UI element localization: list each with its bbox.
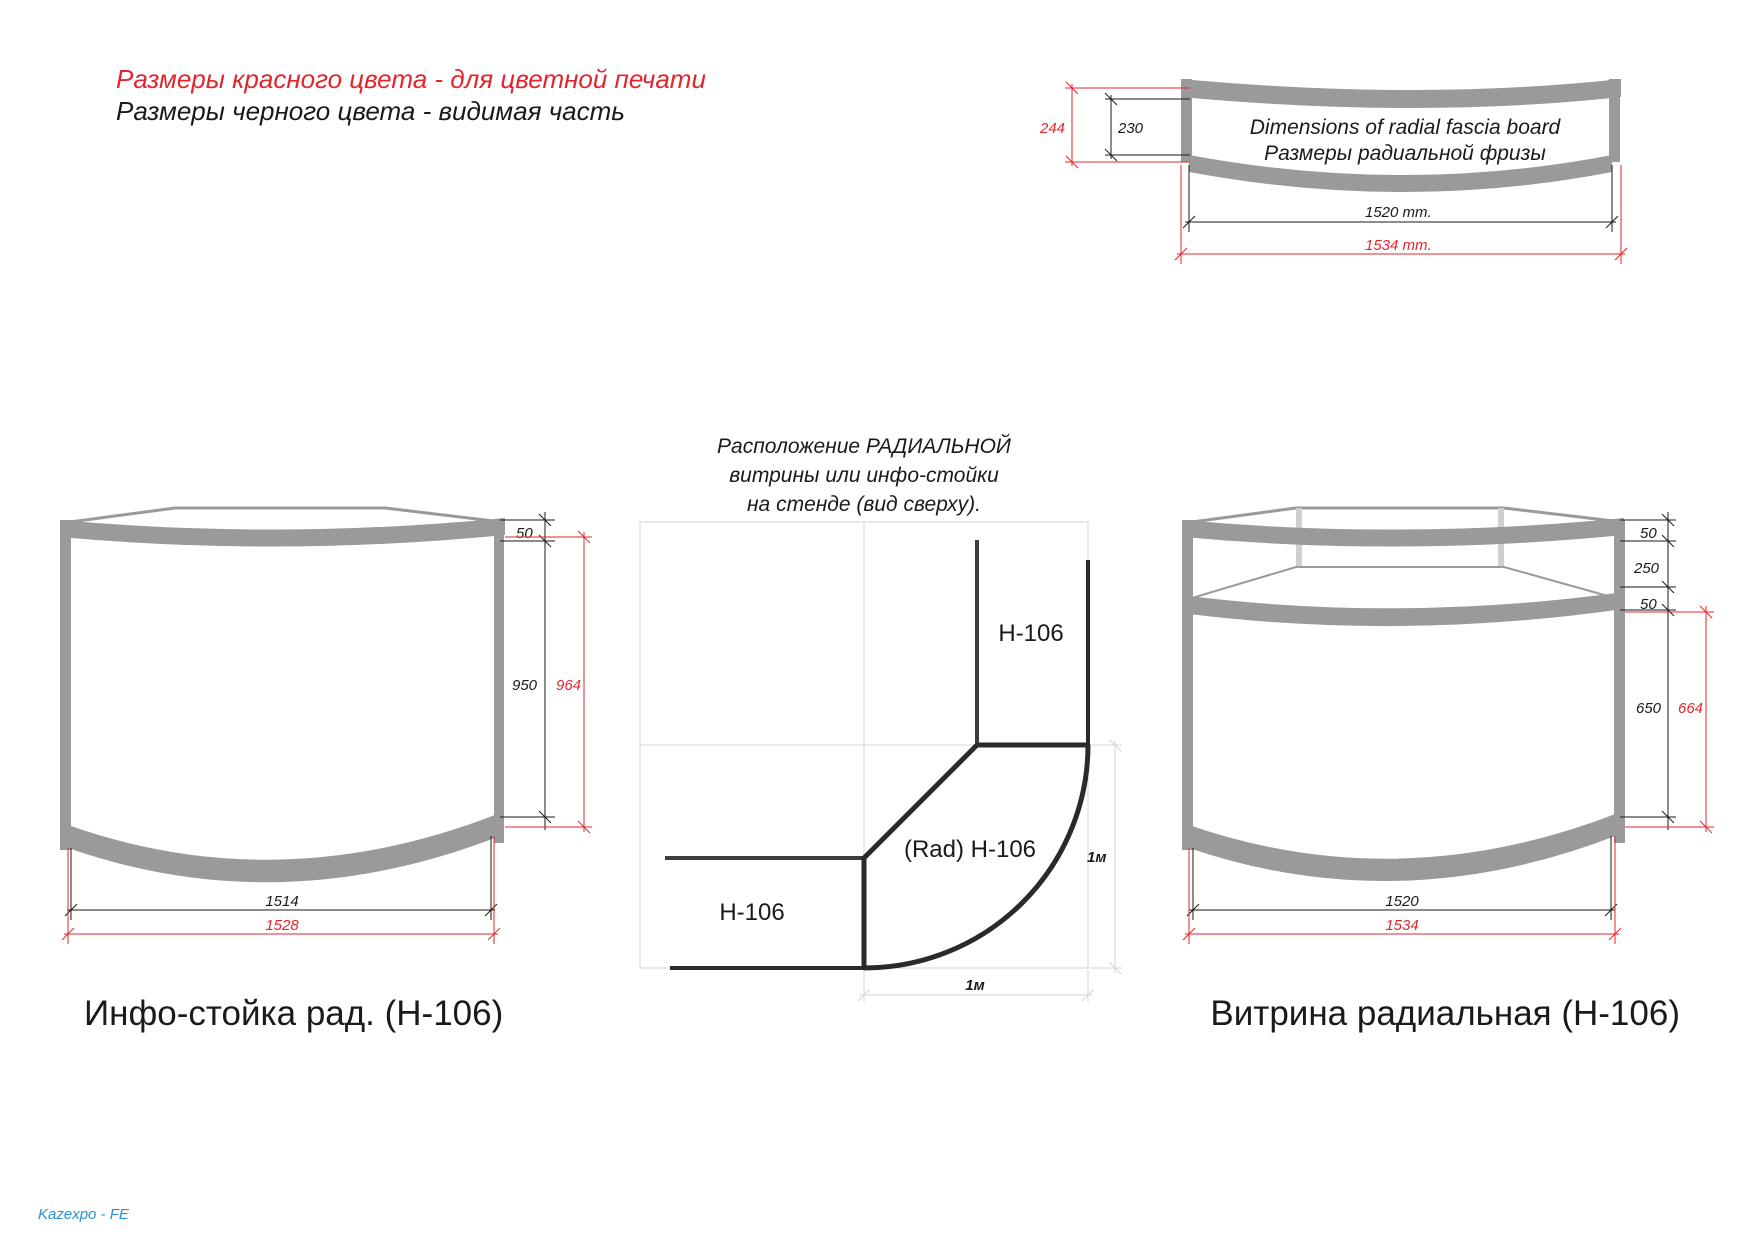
layout-plan-drawing <box>640 435 1122 1002</box>
info-counter-left-post <box>60 520 71 850</box>
plan-heading-line-2: витрины или инфо-стойки <box>729 464 999 487</box>
plan-heading-line-1: Расположение РАДИАЛЬНОЙ <box>717 435 1011 458</box>
showcase-bottom-band <box>1189 813 1618 881</box>
showcase-top-band <box>1183 518 1624 547</box>
showcase-height-black-dim: 650 <box>1636 700 1662 717</box>
fascia-title-en: Dimensions of radial fascia board <box>1249 116 1561 139</box>
info-counter-drawing <box>60 508 592 944</box>
showcase-height-red-dim: 664 <box>1678 700 1704 717</box>
showcase-top-band-dim: 50 <box>1640 525 1657 542</box>
info-counter-width-black-dim: 1514 <box>265 893 299 910</box>
fascia-width-black-label: 1520 mm. <box>1365 204 1432 221</box>
info-counter-top-band-dim: 50 <box>516 525 533 542</box>
fascia-top-band <box>1181 79 1621 108</box>
plan-heading-line-3: на стенде (вид сверху). <box>747 493 981 516</box>
info-counter-width-red-dim: 1528 <box>265 917 299 934</box>
info-counter-caption: Инфо-стойка рад. (Н-106) <box>84 994 504 1033</box>
plan-label-radial: (Rad) Н-106 <box>903 836 1037 863</box>
showcase-mid-band <box>1189 593 1616 626</box>
showcase-width-black-dim: 1520 <box>1385 893 1419 910</box>
fascia-right-post <box>1609 79 1620 162</box>
showcase-width-red-dim: 1534 <box>1385 917 1419 934</box>
plan-label-top: Н-106 <box>998 620 1064 647</box>
showcase-mid-band-dim: 50 <box>1640 596 1657 613</box>
fascia-height-black-label: 230 <box>1118 120 1144 137</box>
info-counter-top-band <box>60 518 505 547</box>
fascia-width-red-label: 1534 mm. <box>1365 237 1432 254</box>
info-counter-height-red-dim: 964 <box>556 677 582 694</box>
showcase-left-post <box>1182 520 1193 850</box>
showcase-drawing <box>1182 508 1714 944</box>
showcase-glass-dim: 250 <box>1634 560 1660 577</box>
fascia-title-ru: Размеры радиальной фризы <box>1264 142 1546 165</box>
legend-black-note: Размеры черного цвета - видимая часть <box>116 96 625 126</box>
plan-label-left: Н-106 <box>719 899 785 926</box>
fascia-left-post <box>1181 79 1192 162</box>
showcase-caption: Витрина радиальная (Н-106) <box>1210 994 1680 1033</box>
legend-red-note: Размеры красного цвета - для цветной печати <box>116 64 706 94</box>
showcase-right-post <box>1614 520 1625 843</box>
info-counter-right-post <box>494 535 504 843</box>
plan-dim-vertical: 1м <box>1087 849 1107 866</box>
fascia-height-red-label: 244 <box>1040 120 1066 137</box>
info-counter-height-black-dim: 950 <box>512 677 538 694</box>
info-counter-bottom-band <box>68 813 500 882</box>
fascia-board-drawing <box>1039 79 1627 264</box>
plan-dim-horizontal: 1м <box>965 977 985 994</box>
footer-brand: Kazexpo - FE <box>38 1206 129 1223</box>
